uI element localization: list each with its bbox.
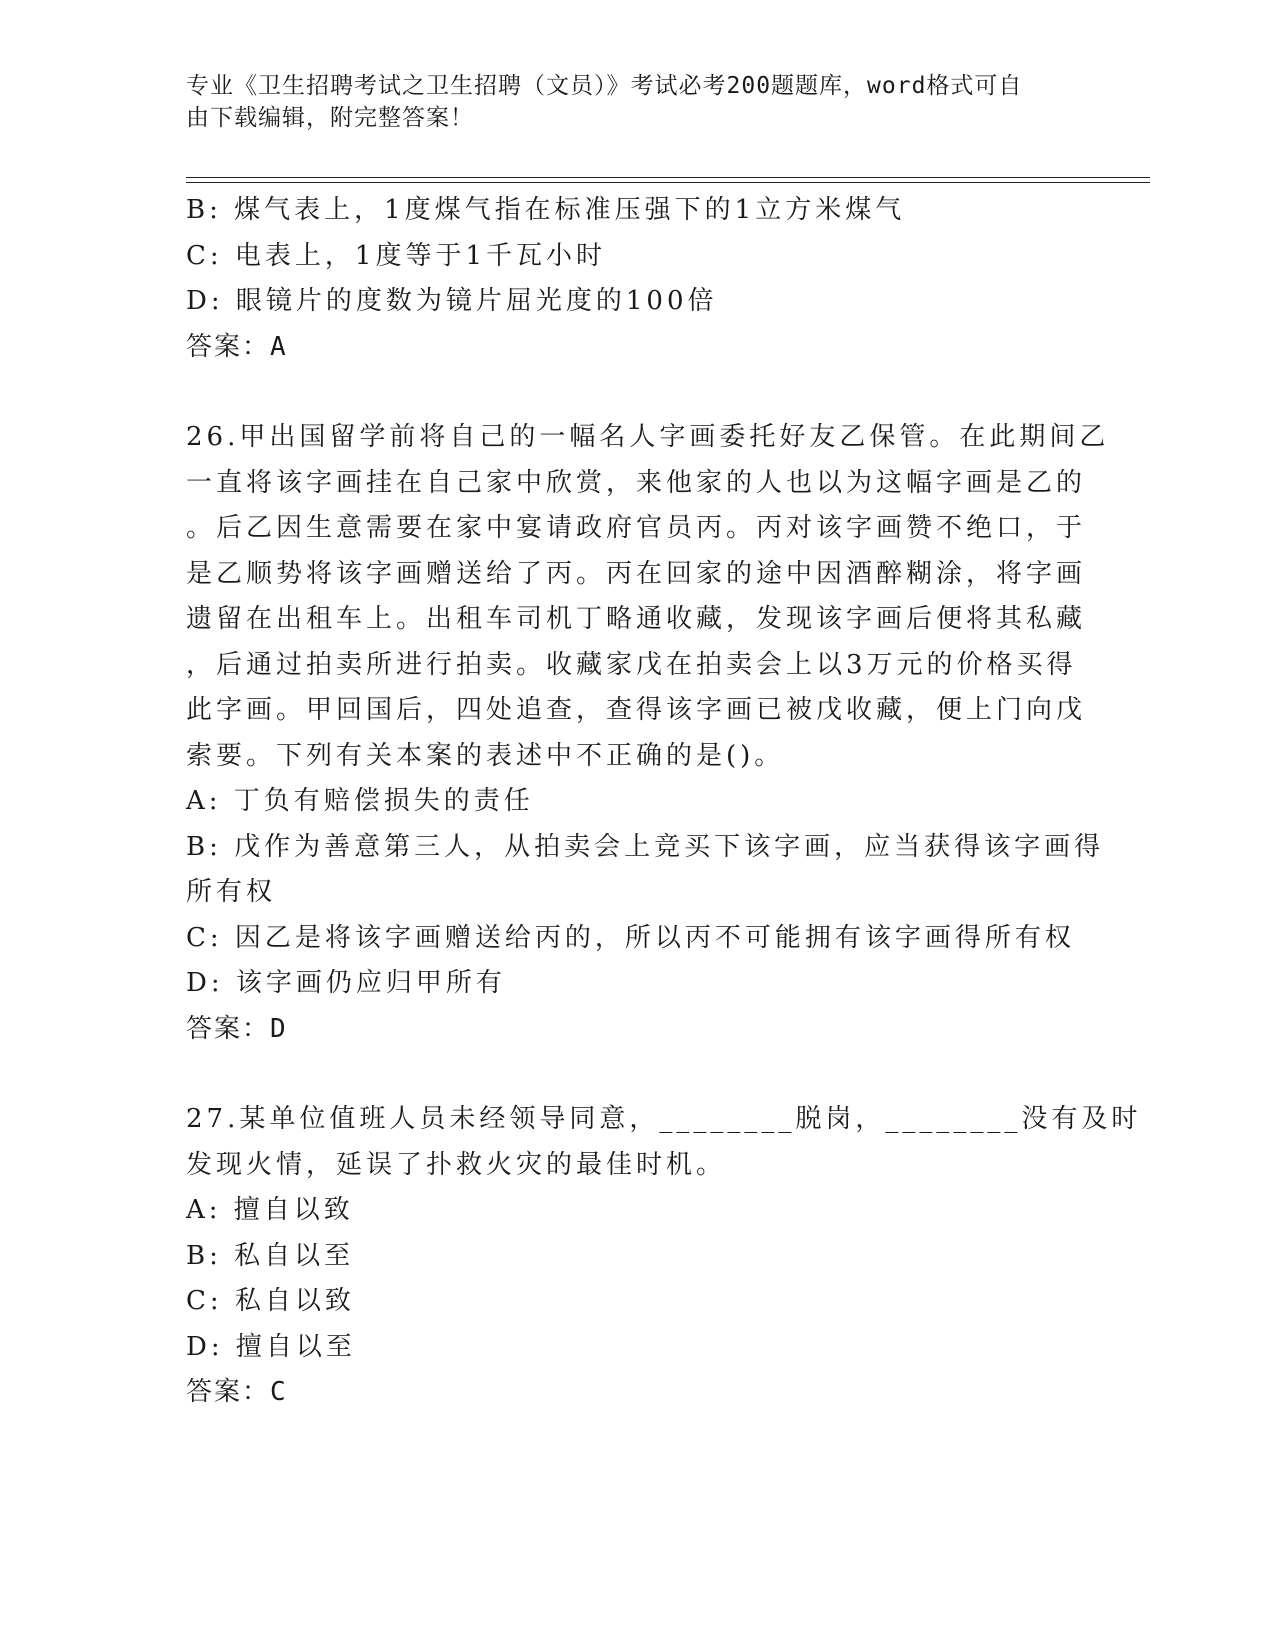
q27-option-c: C: 私自以致 [186, 1286, 355, 1316]
q26-stem-line: 遗留在出租车上。出租车司机丁略通收藏，发现该字画后便将其私藏 [186, 604, 1087, 634]
q27-stem-line: 发现火情，延误了扑救火灾的最佳时机。 [186, 1149, 727, 1180]
q26-option-d: D: 该字画仍应归甲所有 [186, 968, 506, 998]
q26-option-c: C: 因乙是将该字画赠送给丙的，所以丙不可能拥有该字画得所有权 [186, 922, 1075, 953]
q26-stem-line: 索要。下列有关本案的表述中不正确的是()。 [186, 740, 785, 771]
header-line-1: 专业《卫生招聘考试之卫生招聘（文员）》考试必考200题题库，word格式可自 [186, 73, 1023, 99]
question-26 [186, 415, 1110, 1052]
header-line-2: 由下载编辑，附完整答案！ [186, 105, 474, 131]
question-27 [186, 1097, 1142, 1416]
q26-option-b: B: 戊作为善意第三人，从拍卖会上竞买下该字画，应当获得该字画得 [186, 831, 1105, 862]
spacer [186, 1052, 1076, 1097]
question-content [186, 188, 1142, 1416]
q27-stem-line: 27.某单位值班人员未经领导同意，________脱岗，________没有及时 [186, 1104, 1142, 1134]
question-25 [186, 188, 1076, 370]
spacer [186, 370, 1076, 415]
q26-stem-line: 此字画。甲回国后，四处追查，查得该字画已被戊收藏，便上门向戊 [186, 695, 1087, 725]
q26-answer: 答案：D [186, 1013, 288, 1044]
q26-stem-line: 一直将该字画挂在自己家中欣赏，来他家的人也以为这幅字画是乙的 [186, 467, 1087, 498]
header-divider-top [186, 177, 1150, 178]
q25-option-c: C: 电表上，1度等于1千瓦小时 [186, 240, 607, 271]
q26-stem-line: 是乙顺势将该字画赠送给了丙。丙在回家的途中因酒醉糊涂，将字画 [186, 558, 1087, 589]
q26-stem-line: ，后通过拍卖所进行拍卖。收藏家戊在拍卖会上以3万元的价格买得 [186, 649, 1077, 680]
document-header [186, 70, 1066, 134]
q25-answer: 答案：A [186, 331, 288, 362]
q26-option-b-continued: 所有权 [186, 877, 277, 907]
q27-option-d: D: 擅自以至 [186, 1331, 356, 1362]
q26-option-a: A: 丁负有赔偿损失的责任 [186, 786, 534, 816]
q27-option-b: B: 私自以至 [186, 1240, 355, 1271]
q25-option-d: D: 眼镜片的度数为镜片屈光度的100倍 [186, 286, 718, 316]
header-divider-bottom [186, 182, 1150, 183]
q25-option-b: B: 煤气表上，1度煤气指在标准压强下的1立方米煤气 [186, 195, 906, 225]
q26-stem-line: 26.甲出国留学前将自己的一幅名人字画委托好友乙保管。在此期间乙 [186, 422, 1110, 452]
q26-stem-line: 。后乙因生意需要在家中宴请政府官员丙。丙对该字画赞不绝口，于 [186, 513, 1087, 543]
q27-option-a: A: 擅自以致 [186, 1195, 354, 1225]
q27-answer: 答案：C [186, 1377, 288, 1407]
